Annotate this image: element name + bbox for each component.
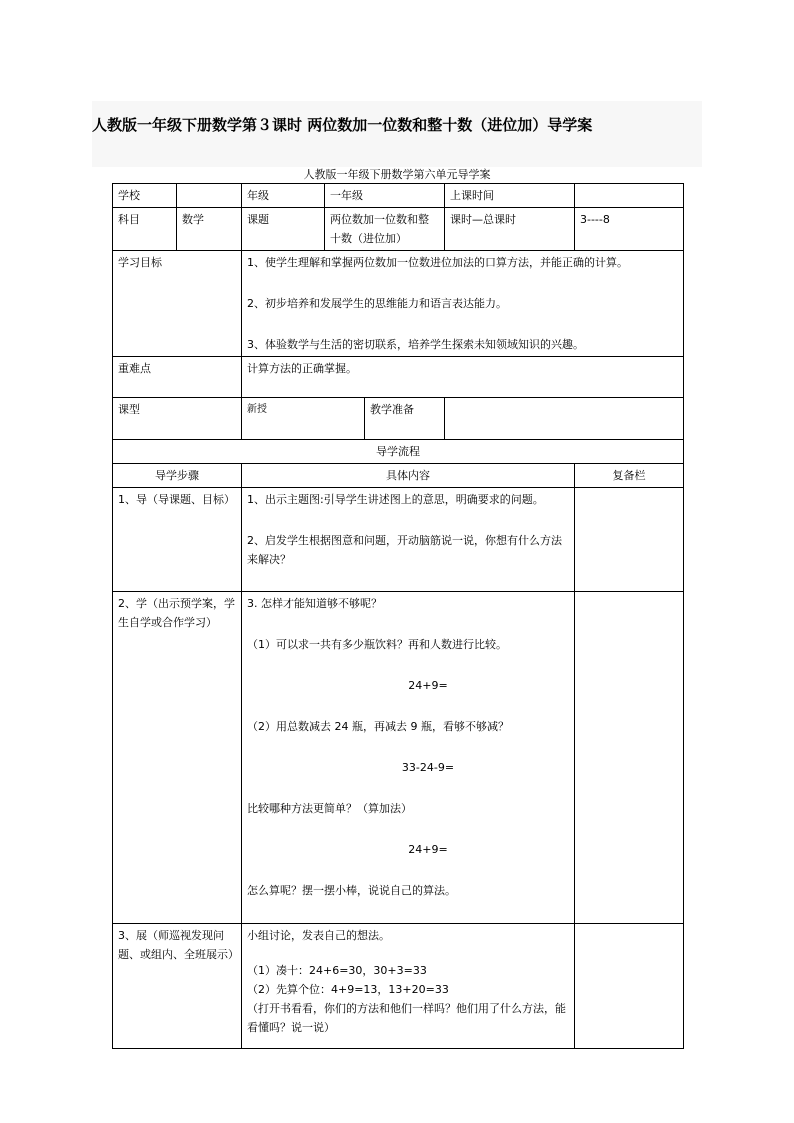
goal-item: 2、初步培养和发展学生的思维能力和语言表达能力。 [247,297,507,310]
step-notes [575,488,684,592]
step-content [242,488,575,592]
grade-label: 年级 [242,184,325,208]
step-row [113,592,684,924]
step-line: 2、启发学生根据图意和问题，开动脑筋说一说，你想有什么方法来解决？ [247,534,562,566]
step-line: 怎么算呢？摆一摆小棒，说说自己的算法。 [247,884,456,897]
step-line: （打开书看看，你们的方法和他们一样吗？他们用了什么方法，能看懂吗？说一说） [247,1002,566,1034]
step-line: （2）先算个位：4+9=13，13+20=33 [247,983,449,996]
school-label: 学校 [113,184,177,208]
prep-value [445,398,684,440]
notes-column-header: 复备栏 [575,464,684,488]
step-column-header: 导学步骤 [113,464,242,488]
class-time-label: 上课时间 [445,184,575,208]
step-content [242,592,575,924]
lesson-plan-table [112,183,684,1049]
goals-row [113,251,684,357]
step-line: 3. 怎样才能知道够不够呢？ [247,597,382,610]
lesson-type-label: 课型 [113,398,242,440]
topic-value: 两位数加一位数和整十数（进位加） [325,208,445,251]
step-line: （1）可以求一共有多少瓶饮料？再和人数进行比较。 [247,638,507,651]
goals-label: 学习目标 [113,251,242,357]
step-name: 2、学（出示预学案，学生自学或合作学习） [113,592,242,924]
subject-value: 数学 [177,208,242,251]
step-name: 3、展（师巡视发现问题、或组内、全班展示） [113,924,242,1049]
school-value [177,184,242,208]
period-value: 3----8 [575,208,684,251]
flow-title: 导学流程 [113,440,684,464]
step-line: （2）用总数减去 24 瓶，再减去 9 瓶，看够不够减？ [247,720,509,733]
step-notes [575,592,684,924]
lesson-type-value: 新授 [242,398,365,440]
step-line: 小组讨论，发表自己的想法。 [247,929,390,942]
key-points-row [113,357,684,398]
step-row [113,924,684,1049]
grade-value: 一年级 [325,184,445,208]
key-points-label: 重难点 [113,357,242,398]
goal-item: 3、体验数学与生活的密切联系，培养学生探索未知领域知识的兴趣。 [247,338,584,351]
header-row-2 [113,208,684,251]
step-line: 1、出示主题图:引导学生讲述图上的意思，明确要求的问题。 [247,493,544,506]
equation: 24+9= [408,843,448,856]
prep-label: 教学准备 [365,398,445,440]
step-name: 1、导（导课题、目标） [113,488,242,592]
step-content [242,924,575,1049]
goal-item: 1、使学生理解和掌握两位数加一位数进位加法的口算方法，并能正确的计算。 [247,256,628,269]
period-label: 课时—总课时 [445,208,575,251]
topic-label: 课题 [242,208,325,251]
flow-header-row [113,464,684,488]
lesson-type-row [113,398,684,440]
step-notes [575,924,684,1049]
key-points-value: 计算方法的正确掌握。 [242,357,684,398]
equation: 33-24-9= [401,761,455,774]
content-column-header: 具体内容 [242,464,575,488]
step-line: （1）凑十：24+6=30，30+3=33 [247,964,427,977]
subject-label: 科目 [113,208,177,251]
document-subtitle: 人教版一年级下册数学第六单元导学案 [303,168,491,181]
equation: 24+9= [408,679,448,692]
class-time-value [575,184,684,208]
flow-title-row [113,440,684,464]
step-line: 比较哪种方法更简单？（算加法） [247,802,412,815]
step-row [113,488,684,592]
goals-content [242,251,684,357]
header-row-1 [113,184,684,208]
document-title: 人教版一年级下册数学第３课时 两位数加一位数和整十数（进位加）导学案 [92,116,593,134]
